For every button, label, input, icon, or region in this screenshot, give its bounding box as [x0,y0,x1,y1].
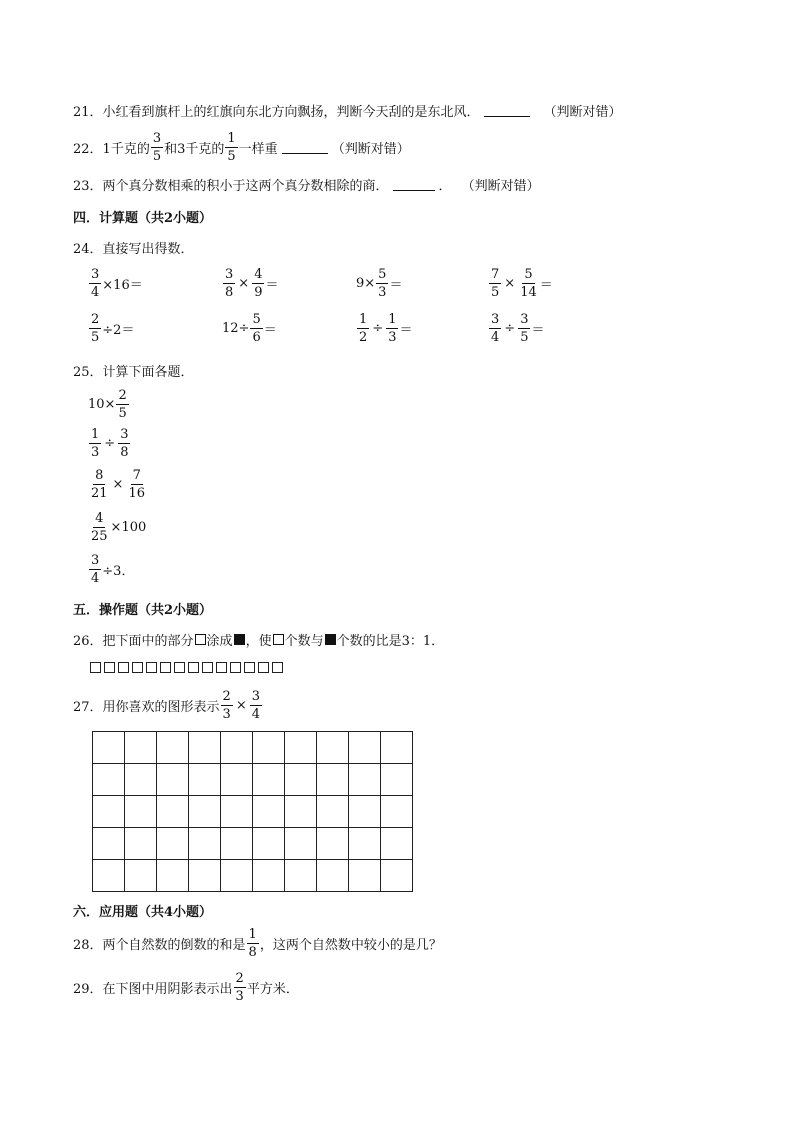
grid-cell[interactable] [125,764,157,796]
grid-cell[interactable] [125,828,157,860]
fraction: $\frac{2}{5}$ [91,312,100,345]
grid-cell[interactable] [157,828,189,860]
grid-cell[interactable] [93,732,125,764]
grid-cell[interactable] [189,860,221,892]
question-22 [73,132,410,163]
empty-square-icon [273,634,284,645]
fraction: $\frac{1}{5}$ [227,131,236,164]
paintable-square[interactable] [174,662,185,673]
fraction: $\frac{7}{5}$ [491,267,500,300]
paintable-square[interactable] [90,662,101,673]
empty-square-icon [195,634,206,645]
grid-cell[interactable] [381,796,413,828]
grid-cell[interactable] [189,732,221,764]
question-23-note: （判断对错） [461,179,540,194]
fraction: $\frac{5}{14}$ [520,267,537,300]
question-21 [73,101,622,120]
fraction: $\frac{2}{5}$ [118,388,127,421]
expression: 9× $\frac{5}{3}$ ＝ [356,267,403,300]
square-row [90,662,283,673]
filled-square-icon [325,634,336,645]
question-28: 28．两个自然数的倒数的和是 $\frac{1}{8}$ ，这两个自然数中较小的是几？ [73,927,442,960]
expression: $\frac{3}{4}$ ÷ $\frac{3}{5}$ ＝ [491,312,545,345]
grid-cell[interactable] [125,796,157,828]
expression: $\frac{1}{3}$ ÷ $\frac{3}{8}$ [91,427,129,460]
fraction: $\frac{8}{21}$ [91,468,108,501]
grid-cell[interactable] [125,860,157,892]
fraction: $\frac{3}{8}$ [225,267,234,300]
expression: $\frac{8}{21}$ × $\frac{7}{16}$ [91,468,145,501]
grid-cell[interactable] [157,796,189,828]
grid-cell[interactable] [349,796,381,828]
grid-cell[interactable] [93,764,125,796]
grid-cell[interactable] [317,732,349,764]
section-6-heading: 六．应用题（共4小题） [73,905,213,920]
grid-cell[interactable] [317,796,349,828]
fraction: $\frac{3}{4}$ [491,312,500,345]
grid-cell[interactable] [221,828,253,860]
grid-cell[interactable] [221,860,253,892]
expression: $\frac{2}{5}$ ÷2＝ [91,312,135,345]
question-29: 29．在下图中用阴影表示出 $\frac{2}{3}$ 平方米． [73,971,299,1004]
grid-cell[interactable] [157,860,189,892]
grid-cell[interactable] [221,732,253,764]
grid-cell[interactable] [93,796,125,828]
grid-cell[interactable] [93,860,125,892]
grid-cell[interactable] [93,828,125,860]
paintable-square[interactable] [272,662,283,673]
question-24-title: 24．直接写出得数． [73,242,194,257]
fraction: $\frac{3}{4}$ [91,553,100,586]
fraction: $\frac{3}{5}$ [520,312,529,345]
fraction: $\frac{7}{16}$ [128,468,145,501]
expression: 12÷ $\frac{5}{6}$ ＝ [222,312,277,345]
filled-square-icon [234,634,245,645]
paintable-square[interactable] [258,662,269,673]
question-23-text: 23．两个真分数相乘的积小于这两个真分数相除的商． [73,179,389,194]
grid-cell[interactable] [253,732,285,764]
grid-cell[interactable] [253,764,285,796]
answer-blank[interactable] [484,104,530,117]
fraction: $\frac{5}{6}$ [252,312,261,345]
fraction: $\frac{3}{8}$ [120,427,129,460]
question-22-suffix: 一样重 [238,142,278,157]
paintable-square[interactable] [146,662,157,673]
fraction: $\frac{1}{3}$ [91,427,100,460]
grid-cell[interactable] [189,764,221,796]
section-5-heading: 五．操作题（共2小题） [73,603,213,618]
answer-blank[interactable] [393,178,435,191]
fraction: $\frac{3}{4}$ [91,267,100,300]
grid-cell[interactable] [349,828,381,860]
grid-cell[interactable] [285,764,317,796]
fraction: $\frac{4}{25}$ [91,511,108,544]
paintable-square[interactable] [202,662,213,673]
fraction: $\frac{1}{3}$ [388,312,397,345]
fraction: $\frac{2}{3}$ [235,971,244,1004]
grid-cell[interactable] [317,860,349,892]
grid-cell[interactable] [349,860,381,892]
fraction: $\frac{5}{3}$ [378,267,387,300]
section-4-heading: 四．计算题（共2小题） [73,211,213,226]
grid-cell[interactable] [253,796,285,828]
paintable-square[interactable] [216,662,227,673]
answer-blank[interactable] [282,141,328,154]
paintable-square[interactable] [244,662,255,673]
question-27: 27．用你喜欢的图形表示 $\frac{2}{3}$ × $\frac{3}{4}$ [73,689,261,722]
question-21-note: （判断对错） [543,105,622,120]
grid-cell[interactable] [349,732,381,764]
grid-cell[interactable] [381,828,413,860]
question-22-mid: 和3千克的 [164,142,225,157]
grid-cell[interactable] [285,860,317,892]
expression: $\frac{3}{8}$ × $\frac{4}{9}$ ＝ [225,267,279,300]
question-23-dot: ． [438,179,452,194]
expression: $\frac{4}{25}$ ×100 [91,511,147,544]
grid-cell[interactable] [253,828,285,860]
grid-cell[interactable] [285,828,317,860]
grid-cell[interactable] [317,828,349,860]
paintable-square[interactable] [118,662,129,673]
question-22-note: （判断对错） [331,142,410,157]
fraction: $\frac{2}{3}$ [222,689,231,722]
grid-cell[interactable] [189,828,221,860]
grid-cell[interactable] [221,764,253,796]
fraction: $\frac{3}{5}$ [152,131,162,164]
grid-cell[interactable] [349,764,381,796]
grid-cell[interactable] [253,860,285,892]
grid-cell[interactable] [285,796,317,828]
grid-cell[interactable] [381,860,413,892]
grid-cell[interactable] [125,732,157,764]
paintable-square[interactable] [104,662,115,673]
drawing-grid [92,731,413,892]
question-26: 26．把下面中的部分 涂成 ，使 个数与 个数的比是3：1． [73,634,445,649]
question-23 [73,175,540,194]
paintable-square[interactable] [132,662,143,673]
fraction: $\frac{1}{2}$ [359,312,368,345]
grid-cell[interactable] [157,764,189,796]
grid-cell[interactable] [285,732,317,764]
paintable-square[interactable] [188,662,199,673]
grid-cell[interactable] [381,732,413,764]
grid-cell[interactable] [157,732,189,764]
question-22-prefix: 22．1千克的 [73,142,150,157]
expression: 10× $\frac{2}{5}$ [88,388,127,421]
question-25-title: 25．计算下面各题． [73,365,194,380]
paintable-square[interactable] [160,662,171,673]
expression: $\frac{1}{2}$ ÷ $\frac{1}{3}$ ＝ [359,312,413,345]
fraction: $\frac{1}{8}$ [248,927,257,960]
expression: $\frac{3}{4}$ ×16＝ [91,267,143,300]
paintable-square[interactable] [230,662,241,673]
grid-cell[interactable] [381,764,413,796]
grid-cell[interactable] [221,796,253,828]
fraction: $\frac{3}{4}$ [251,689,261,722]
expression: $\frac{3}{4}$ ÷3． [91,553,135,586]
fraction: $\frac{4}{9}$ [254,267,263,300]
expression: $\frac{7}{5}$ × $\frac{5}{14}$ ＝ [491,267,553,300]
grid-cell[interactable] [189,796,221,828]
question-21-text: 21．小红看到旗杆上的红旗向东北方向飘扬，判断今天刮的是东北风． [73,105,480,120]
grid-cell[interactable] [317,764,349,796]
